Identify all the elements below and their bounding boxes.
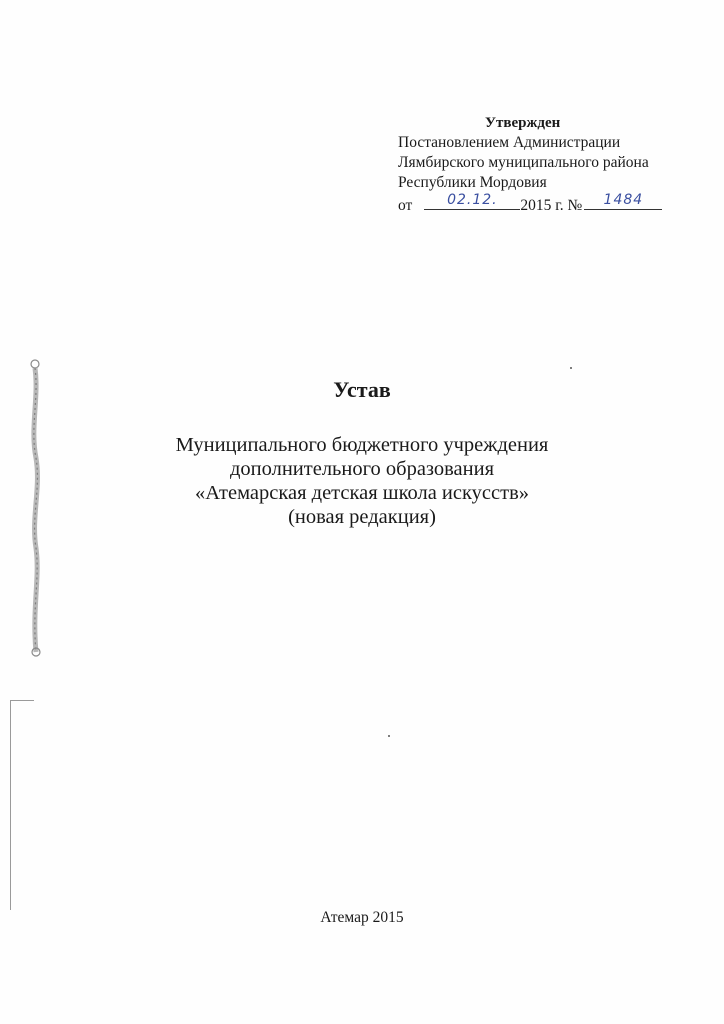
approval-date-line (398, 193, 698, 216)
document-title: Устав (333, 377, 391, 402)
subtitle-line-4: (новая редакция) (288, 506, 436, 528)
approval-line-2: Лямбирского муниципального района (398, 154, 649, 171)
subtitle-line-2: дополнительного образования (229, 458, 495, 480)
handwritten-date: 02.12. (447, 192, 498, 208)
scan-speck (388, 735, 390, 737)
scan-speck (570, 367, 572, 369)
subtitle-line-1: Муниципального бюджетного учреждения (175, 434, 549, 456)
handwritten-number: 1484 (603, 192, 644, 208)
approval-line-1: Постановлением Администрации (398, 134, 621, 151)
date-field (424, 193, 520, 210)
page-edge-mark-vertical (10, 700, 11, 910)
year-suffix: 2015 г. № (520, 197, 583, 214)
subtitle-line-3: «Атемарская детская школа искусств» (194, 482, 530, 504)
page-edge-mark (10, 700, 34, 701)
number-field (584, 193, 662, 210)
place-year: Атемар 2015 (320, 909, 404, 926)
approval-heading: Утвержден (485, 115, 561, 131)
binding-string (22, 358, 48, 658)
date-prefix: от (398, 197, 413, 214)
approval-block (398, 113, 698, 216)
document-subtitle (0, 433, 724, 529)
approval-line-3: Республики Мордовия (398, 174, 547, 191)
